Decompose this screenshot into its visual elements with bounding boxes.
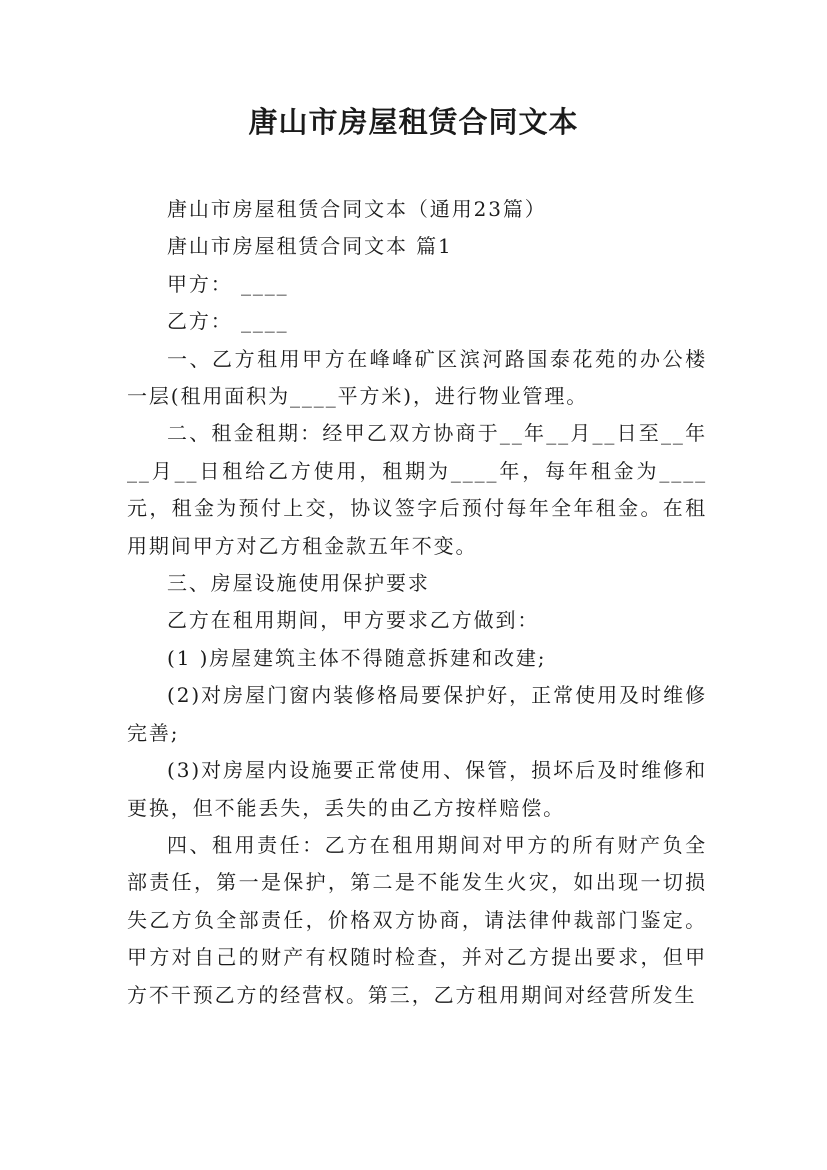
paragraph-clause-3-intro: 乙方在租用期间，甲方要求乙方做到：	[167, 608, 540, 633]
paragraph-subtitle: 唐山市房屋租赁合同文本（通用23篇）	[167, 197, 547, 221]
paragraph-clause-2: 二、租金租期：经甲乙双方协商于__年__月__日至__年__月__日租给乙方使用，租期为____年，每年租金为____元，租金为预付上交，协议签字后预付每年全年租金。在租用期间甲方对乙方租金款五年不变。	[127, 421, 707, 558]
paragraph-party-a: 甲方： ____	[167, 271, 289, 296]
paragraph-party-b: 乙方： ____	[167, 309, 289, 334]
paragraph-clause-3-heading: 三、房屋设施使用保护要求	[167, 571, 430, 596]
paragraph-clause-3-item-3: (3)对房屋内设施要正常使用、保管，损坏后及时维修和更换，但不能丢失，丢失的由乙方按样赔偿。	[127, 758, 707, 820]
paragraph-clause-4: 四、租用责任：乙方在租用期间对甲方的所有财产负全部责任，第一是保护，第二是不能发生火灾，如出现一切损失乙方负全部责任，价格双方协商，请法律仲裁部门鉴定。甲方对自己的财产有权随时检查，并对乙方提出要求，但甲方不干预乙方的经营权。第三，乙方租用期间对经营所发生	[127, 832, 707, 1007]
paragraph-clause-3-item-2: (2)对房屋门窗内装修格局要保护好，正常使用及时维修完善;	[127, 683, 707, 745]
paragraph-section-heading: 唐山市房屋租赁合同文本 篇1	[167, 234, 453, 259]
paragraph-clause-3-item-1: (1 )房屋建筑主体不得随意拆建和改建;	[167, 645, 547, 670]
document-title: 唐山市房屋租赁合同文本	[248, 105, 579, 139]
paragraph-clause-1: 一、乙方租用甲方在峰峰矿区滨河路国泰花苑的办公楼一层(租用面积为____平方米)，进行物业管理。	[127, 346, 707, 409]
document-body	[127, 191, 707, 1014]
